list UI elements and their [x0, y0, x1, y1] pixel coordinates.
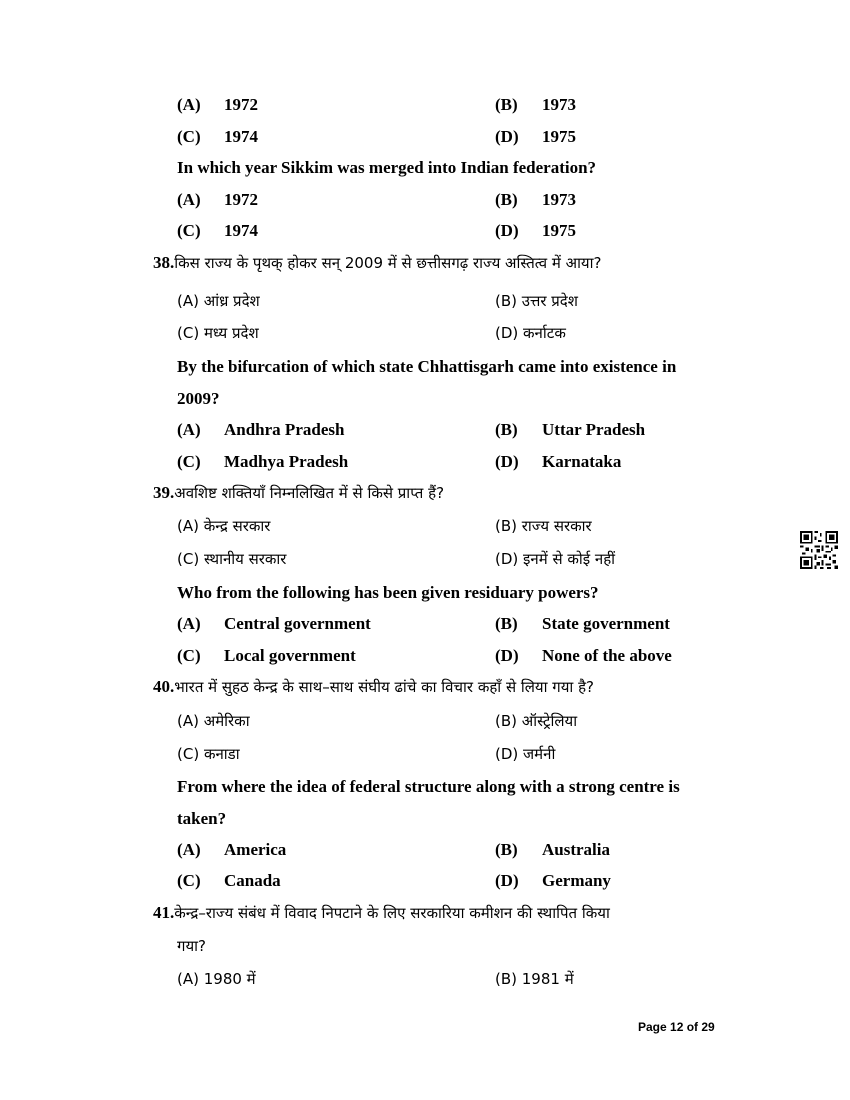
option-text: Central government: [224, 614, 371, 633]
option-label: (A): [177, 190, 201, 209]
page-number: Page 12 of 29: [638, 1020, 715, 1034]
option-text: 1972: [224, 95, 258, 114]
option-label: (D): [495, 221, 519, 240]
option-text: 1975: [542, 221, 576, 240]
option-label: (A): [177, 840, 201, 859]
option-text: Uttar Pradesh: [542, 420, 646, 439]
option-text: Australia: [542, 840, 610, 859]
option-hi: (B) 1981 में: [495, 970, 574, 988]
option-hi: (A) 1980 में: [177, 970, 256, 988]
option-label: (D): [495, 646, 519, 665]
question-40: [153, 676, 594, 698]
option-text: None of the above: [542, 646, 672, 665]
option-label: (C): [177, 871, 201, 890]
option-text: America: [224, 840, 287, 859]
option-label: (B): [495, 95, 518, 114]
option-text: Local government: [224, 646, 356, 665]
option-label: (A): [177, 420, 201, 439]
option-text: 1972: [224, 190, 258, 209]
option-label: (C): [177, 452, 201, 471]
option-hi: (D) इनमें से कोई नहीं: [495, 550, 616, 568]
option-label: (D): [495, 871, 519, 890]
question-text-hi: केन्द्र–राज्य संबंध में विवाद निपटाने के लिए सरकारिया कमीशन की स्थापित किया: [174, 904, 610, 922]
option-text: Madhya Pradesh: [224, 452, 349, 471]
option-hi: (D) कर्नाटक: [495, 324, 566, 342]
option-hi: (B) ऑस्ट्रेलिया: [495, 712, 578, 730]
option-label: (B): [495, 190, 518, 209]
option-label: (A): [177, 95, 201, 114]
option-text: 1973: [542, 95, 576, 114]
option-hi: (C) कनाडा: [177, 745, 240, 763]
question-text-en: From where the idea of federal structure along with a strong centre is: [177, 777, 680, 796]
option-text: 1973: [542, 190, 576, 209]
option-text: 1974: [224, 127, 258, 146]
question-number: 41.: [153, 903, 175, 922]
option-label: (D): [495, 127, 519, 146]
option-hi: (C) स्थानीय सरकार: [177, 550, 287, 568]
option-label: (A): [177, 614, 201, 633]
question-text-en: Who from the following has been given residuary powers?: [177, 583, 599, 602]
question-text-en: In which year Sikkim was merged into Indian federation?: [177, 158, 597, 177]
question-39: [153, 482, 444, 504]
option-hi: (B) उत्तर प्रदेश: [495, 292, 578, 310]
question-text-hi-cont: गया?: [177, 937, 206, 955]
option-text: 1975: [542, 127, 576, 146]
option-text: Andhra Pradesh: [224, 420, 345, 439]
question-text-en-cont: 2009?: [177, 389, 220, 408]
option-label: (D): [495, 452, 519, 471]
option-text: 1974: [224, 221, 258, 240]
option-text: Karnataka: [542, 452, 622, 471]
option-label: (B): [495, 840, 518, 859]
question-text-hi: अवशिष्ट शक्तियाँ निम्नलिखित में से किसे प्राप्त हैं?: [174, 484, 445, 502]
question-41: [153, 902, 610, 924]
option-hi: (A) अमेरिका: [177, 712, 250, 730]
option-label: (C): [177, 221, 201, 240]
option-hi: (C) मध्य प्रदेश: [177, 324, 259, 342]
option-text: Germany: [542, 871, 611, 890]
question-38: [153, 252, 601, 274]
option-label: (C): [177, 646, 201, 665]
question-text-hi: किस राज्य के पृथक् होकर सन् 2009 में से छत्तीसगढ़ राज्य अस्तित्व में आया?: [174, 254, 602, 272]
option-text: Canada: [224, 871, 281, 890]
option-text: State government: [542, 614, 670, 633]
option-hi: (A) आंध्र प्रदेश: [177, 292, 260, 310]
option-hi: (B) राज्य सरकार: [495, 517, 592, 535]
question-text-en: By the bifurcation of which state Chhattisgarh came into existence in: [177, 357, 677, 376]
question-number: 38.: [153, 253, 175, 272]
question-text-hi: भारत में सुहठ केन्द्र के साथ–साथ संघीय ढांचे का विचार कहाँ से लिया गया है?: [174, 678, 594, 696]
question-number: 40.: [153, 677, 175, 696]
qr-code-icon: [800, 531, 838, 569]
option-label: (B): [495, 420, 518, 439]
question-text-en-cont: taken?: [177, 809, 227, 828]
option-label: (C): [177, 127, 201, 146]
option-hi: (D) जर्मनी: [495, 745, 556, 763]
option-label: (B): [495, 614, 518, 633]
question-number: 39.: [153, 483, 175, 502]
option-hi: (A) केन्द्र सरकार: [177, 517, 271, 535]
